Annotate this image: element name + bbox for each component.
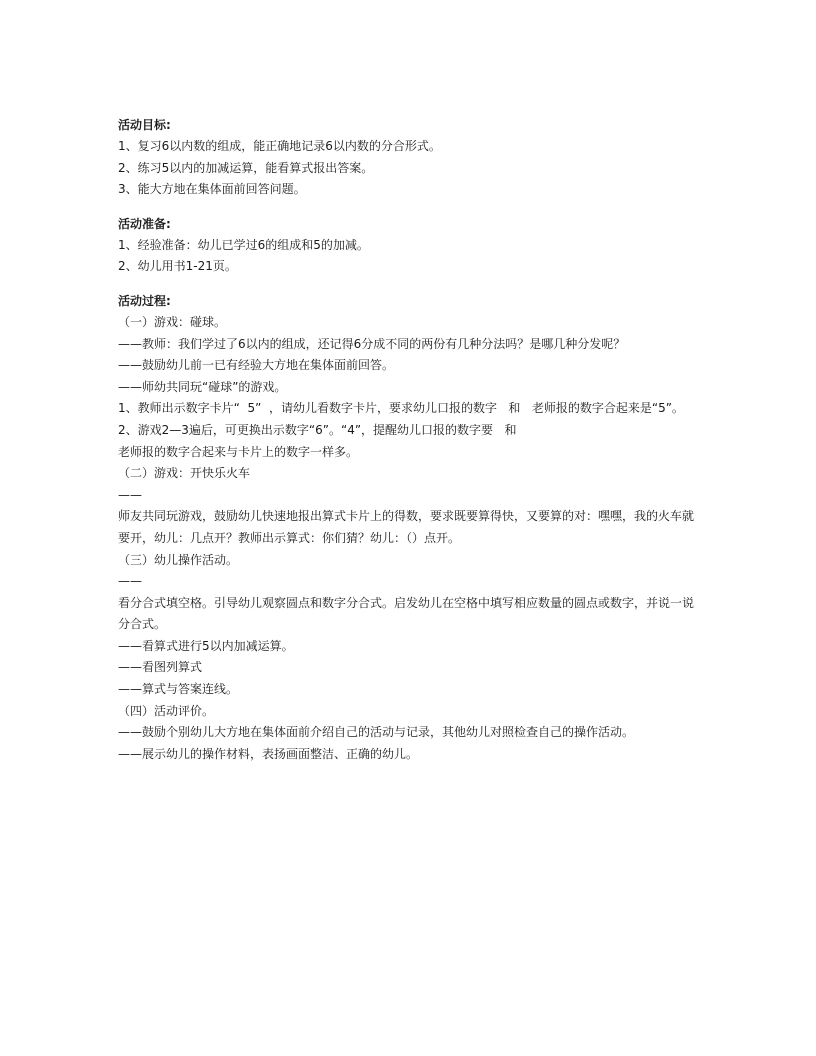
paragraph-line: 1、经验准备：幼儿已学过6的组成和5的加减。 [118,237,369,252]
paragraph-line: 2、练习5以内的加减运算，能看算式报出答案。 [118,160,374,175]
section-process [118,290,708,765]
section-preparation [118,213,708,278]
paragraph-line: 分合式。 [118,617,167,632]
paragraph-line: 1、复习6以内数的组成，能正确地记录6以内数的分合形式。 [118,139,441,153]
section-goals [118,114,708,201]
paragraph-line: ——看算式进行5以内加减运算。 [118,638,294,653]
paragraph-line: 师友共同玩游戏，鼓励幼儿快速地报出算式卡片上的得数，要求既要算得快，又要算的对：嘿嘿，我的火车就 [118,509,695,524]
document-page [118,114,708,777]
paragraph-line: —— [118,487,142,502]
section-heading: 活动准备: [118,216,171,231]
paragraph-line: ——看图列算式 [118,660,203,675]
paragraph-line: ——师幼共同玩“碰球”的游戏。 [118,379,287,394]
paragraph-line: 老师报的数字合起来与卡片上的数字一样多。 [118,444,359,459]
section-heading: 活动过程: [118,293,171,308]
paragraph-line: ——教师：我们学过了6以内的组成，还记得6分成不同的两份有几种分法吗？是哪几种分发呢？ [118,336,626,351]
paragraph-line: 1、教师出示数字卡片“ 5” ，请幼儿看数字卡片，要求幼儿口报的数字 和 老师报的数字合起来是“5”。 [118,401,684,416]
paragraph-line: 3、能大方地在集体面前回答问题。 [118,182,306,197]
paragraph-line: ——鼓励个别幼儿大方地在集体面前介绍自己的活动与记录，其他幼儿对照检查自己的操作活动。 [118,725,635,740]
paragraph-line: —— [118,574,142,589]
paragraph-line: ——展示幼儿的操作材料，表扬画面整洁、正确的幼儿。 [118,746,419,761]
paragraph-line: ——鼓励幼儿前一已有经验大方地在集体面前回答。 [118,358,395,373]
paragraph-line: 要开，幼儿：几点开？教师出示算式：你们猜？幼儿：（）点开。 [118,530,461,545]
paragraph-line: 看分合式填空格。引导幼儿观察圆点和数字分合式。启发幼儿在空格中填写相应数量的圆点或数字，并说一说 [118,595,695,610]
paragraph-line: 2、游戏2—3遍后，可更换出示数字“6”。“4”，提醒幼儿口报的数字要 和 [118,422,517,437]
paragraph-line: （二）游戏：开快乐火车 [118,466,251,481]
paragraph-line: 2、幼儿用书1-21页。 [118,259,237,274]
paragraph-line: （三）幼儿操作活动。 [118,552,239,567]
paragraph-line: （一）游戏：碰球。 [118,314,227,329]
paragraph-line: （四）活动评价。 [118,703,215,718]
section-heading: 活动目标: [118,118,171,132]
paragraph-line: ——算式与答案连线。 [118,682,239,697]
